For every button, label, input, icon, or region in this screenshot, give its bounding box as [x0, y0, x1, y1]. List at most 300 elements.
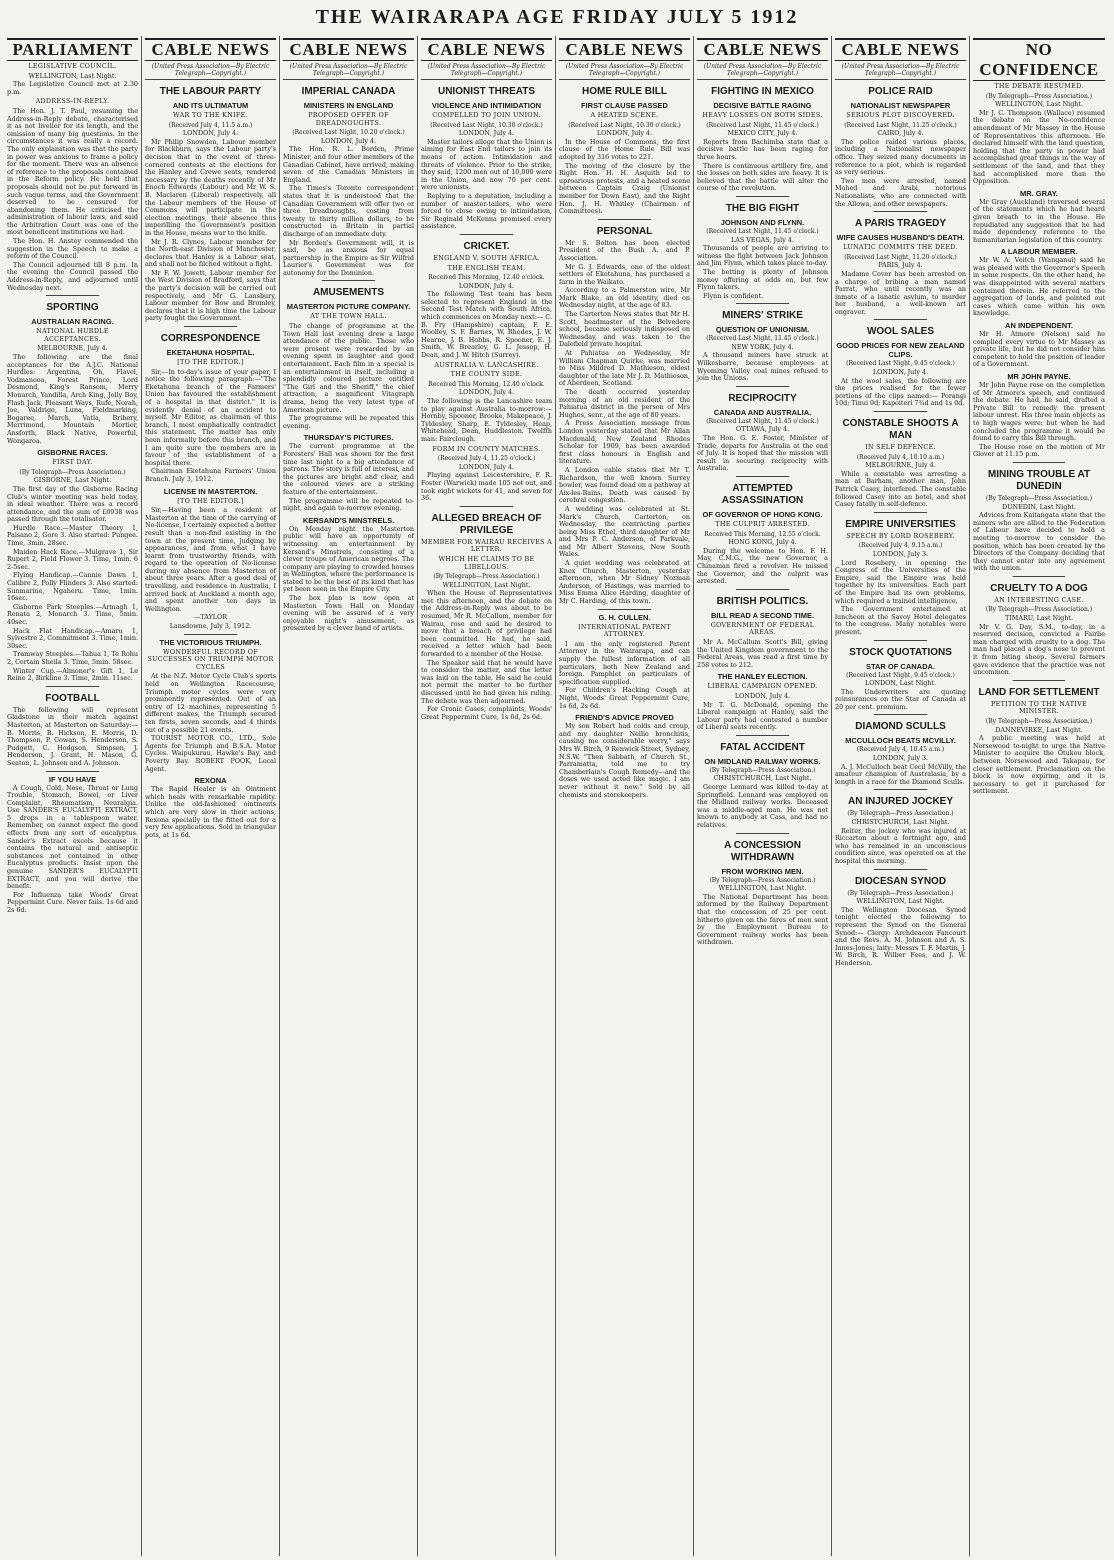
paragraph: The Government entertained at luncheon at the Savoy Hotel delegates to the congress. Many notables were present.	[835, 605, 966, 636]
dateline: GISBORNE, Last Night.	[33, 476, 112, 485]
paragraph: At the N.Z. Motor Cycle Club's sports held on Wellington Racecourse, Triumph motor cycles were very prominently represented. Out of an entry of 12 machines, representing 5 different makes, the Triumph secured ten firsts, seven seconds, and 4 thirds out of a possible 21 events.	[145, 672, 276, 734]
received-time: (By Telegraph—Press Association.)	[985, 718, 1093, 725]
article-deck: FIRST DAY.	[52, 458, 93, 467]
article-subhead: FRIEND'S ADVICE PROVED	[575, 713, 674, 723]
received-time: (Received Last Night, 11.45 o'clock.)	[706, 121, 819, 129]
paragraph: For Cronic Cases, complaints, Woods' Great Peppermint Cure, 1s 6d, 2s 6d.	[421, 705, 552, 721]
article-headline: POLICE RAID	[868, 86, 933, 97]
paragraph: The Speaker said that he would have to consider the matter, and the letter was laid on the table. He said he could not permit the matter to be further discussed until he had given his ruling. The debate was then adjourned.	[421, 658, 552, 705]
article-deck: PETITION TO THE NATIVE MINISTER.	[991, 699, 1087, 716]
column-headline: CABLE NEWS	[559, 38, 690, 61]
article-deck: WAR TO THE KNIFE.	[173, 111, 248, 119]
article-subhead: VIOLENCE AND INTIMIDATION	[431, 101, 542, 110]
divider	[874, 640, 926, 641]
divider	[736, 303, 788, 304]
paragraph: Winter Cup.—Almoner's Gift 1, Le Reine 2, Birkline 3. Time, 2min. 11sec.	[7, 666, 138, 683]
article-subhead: WIFE CAUSES HUSBAND'S DEATH.	[836, 233, 965, 243]
received-time: (Received July 4, 11.5 a.m.)	[168, 121, 253, 129]
paragraph: A London cable states that Mr T. Richardson, the well known Surrey bowler, was found dead on a pathway at Aix-les-Bains. Death was caused by cerebral congestion.	[559, 465, 690, 505]
divider	[874, 869, 926, 870]
article-subhead: ON MIDLAND RAILWAY WORKS.	[704, 756, 821, 766]
divider	[874, 211, 926, 212]
received-time: (By Telegraph—Press Association.)	[709, 766, 816, 774]
article-headline: FOOTBALL	[45, 692, 100, 704]
divider	[460, 234, 512, 235]
received-time: (Received Last Night, 10.30 o'clock.)	[430, 121, 543, 129]
article-deck: A HEATED SCENE.	[590, 111, 659, 119]
dateline: HONG KONG, July 4.	[728, 538, 797, 547]
received-time: (Received Last Night, 9.45 o'clock.)	[846, 671, 955, 679]
article-headline: WOOL SALES	[866, 326, 935, 338]
article-headline: AN INJURED JOCKEY	[847, 796, 954, 808]
dateline: DANNEVIRKE, Last Night.	[995, 725, 1083, 734]
article-subhead: OF GOVERNOR OF HONG KONG.	[702, 510, 823, 519]
paragraph: Reiter, the jockey who was injured at Riccarton about a fortnight ago, and who has remained in an unconscious condition since, was operated on at the hospital this morning.	[835, 826, 966, 865]
article-deck: LIBERAL CAMPAIGN OPENED.	[707, 682, 818, 691]
column-8	[970, 36, 1108, 1556]
received-time: (By Telegraph—Press Association.)	[985, 494, 1093, 502]
received-time: (Received Last Night, 11.45 o'clock.)	[706, 227, 819, 235]
article-deck: WHICH HE CLAIMS TO BE LIBELLOUS.	[438, 554, 535, 571]
paragraph: A Press Association message from London yesterday stated that Mr Allan Macdonald, New Zealand Rhodes Scholar for 1909, has been awarded first class honours in English and literature.	[559, 419, 690, 466]
article-subhead: MR JOHN PAYNE.	[1007, 372, 1071, 381]
divider	[46, 686, 98, 687]
newspaper-columns	[4, 36, 1110, 1556]
article-subhead: EKETAHUNA HOSPITAL.	[166, 348, 255, 358]
paragraph: The Times's Toronto correspondent states that it is understood that the Canadian Government will offer two or three Dreadnoughts, costing from twenty to thirty million dollars, to be constructed in Britain in partial discharge of an immediate duty.	[283, 184, 414, 238]
paragraph: Sir,—Having been a resident of Masterton at the time of the carrying of No-license, I certainly expected a better result than a non-find existing in the town at the present time, judging by appearances, and from what I have learnt from trustworthy friends, with regard to the operation of No-license during my absence from Masterton of about three years. After a good deal of travelling, and residence in Australia, I arrived back at Auckland a month ago, and spent another ten days in Wellington.	[145, 506, 276, 613]
paragraph: The betting is plenty of Johnson money offering at odds on, but few Flynn takers.	[697, 267, 828, 292]
received-time: (Received Last Night, 10.30 o'clock.)	[568, 121, 681, 129]
article-deck: ENGLAND V. SOUTH AFRICA.	[433, 253, 540, 262]
paragraph: Gisborne Park Steeples.—Armagh 1, Renata 2, Monarch 3. Time, 5min. 40sec.	[7, 602, 138, 626]
paragraph: The Legislative Council met at 2.30 p.m.	[7, 80, 138, 96]
paragraph: The Carterton News states that Mr H. Scott, headmaster of the Belvedere school, became seriously indisposed on Wednesday, and was taken to the Dalefield private hospital.	[559, 310, 690, 349]
paragraph: A public meeting was held at Norsewood to-night to urge the Native Minister to acquire the Otukou block, between Norsewood and Takapau, for closer settlement. Proclamation on the block is now expiring, and it is necessary to get it purchased for settlement.	[973, 734, 1105, 796]
article-subhead: AND ITS ULTIMATUM	[172, 101, 249, 110]
paragraph: Replying to a deputation, including a number of master-tailors, who were forced to close owing to intimidation, Sir Reginald McKenna promised every assistance.	[421, 191, 552, 231]
dateline: CHRISTCHURCH, Last Night.	[713, 774, 812, 783]
article-subhead: MR. GRAY.	[1019, 188, 1059, 198]
article-deck: ADDRESS-IN-REPLY.	[35, 97, 110, 106]
article-subhead: NATIONALIST NEWSPAPER	[850, 101, 951, 110]
divider	[736, 833, 788, 834]
received-time: (Received Last Night, 11.25 o'clock.)	[844, 121, 957, 129]
article-subhead: MCCULLOCH BEATS MCVILLY.	[845, 736, 956, 746]
article-subhead: KERSAND'S MINSTRELS.	[302, 515, 395, 525]
paragraph: During the welcome to Hon. F. H. May, C.M.G., the new Governor, a Chinaman fired a revolver. He missed the Governor, and the culprit was arrested.	[697, 546, 828, 586]
article-deck: HEAVY LOSSES ON BOTH SIDES.	[702, 111, 823, 119]
paragraph: The Hon. J. T. Paul, resuming the Address-in-Reply debate, characterised it as not livelier for its length, and the omission of many big questions. In the circumstances it was really a record. The only explanation was that the party in power was anxious to frame a policy for the moment. There was an absence of reference to the proposals contained in the Reform policy. He held that proposals should not be put forward in such vague terms, and the Government deserved to be censured for abandoning them. He criticised the administration of labour laws, and said the Arbitration Court was one of the most beneficent institutions we had.	[7, 106, 138, 237]
article-headline: RECIPROCITY	[728, 392, 797, 404]
article-headline: FATAL ACCIDENT	[720, 741, 805, 753]
article-deck: LUNATIC COMMITS THE DEED.	[843, 243, 958, 252]
received-time: (By Telegraph—Press Association.)	[985, 606, 1093, 614]
paragraph: My son Robert had colds and croup, and my daughter Nellie bronchitis, causing me considerable worry," says Mrs W. Birch, 9 Renwick Street, Sydney, N.S.W. "Then Sabbath, of Church St., Parramatta, told me to try Chamberlain's Cough Remedy—and the doses we used acted like magic. I am never without it now." Sold by all chemists and storekeepers.	[559, 722, 690, 799]
article-subhead: QUESTION OF UNIONISM.	[715, 325, 810, 335]
wire-credit: (United Press Association—By Electric Telegraph—Copyright.)	[697, 63, 828, 80]
divider	[874, 319, 926, 320]
divider	[874, 714, 926, 715]
article-headline: ATTEMPTED ASSASSINATION	[721, 483, 804, 506]
article-headline: ALLEGED BREACH OF PRIVILEGE	[431, 512, 542, 536]
article-subhead: AN INDEPENDENT.	[1005, 321, 1073, 331]
dateline: WELLINGTON, Last Night.	[28, 71, 117, 80]
article-deck: THE COUNTY SIDE.	[450, 370, 523, 379]
article-headline: HOME RULE BILL	[582, 86, 667, 97]
article-headline: CRUELTY TO A DOG	[990, 582, 1088, 594]
article-headline: LAND FOR SETTLEMENT	[978, 686, 1100, 698]
paragraph: Mr J. R. Clynes, Labour member for the North-east Division of Manchester, declares that Hanley is a Labour seat, and shall not be filched without a fight.	[145, 237, 276, 269]
paragraph: I am the only registered Patent Attorney in the Wairarapa, and can supply the fullest information of all particulars, both New Zealand and foreign. Pamphlet on particulars of specification supplied.	[559, 639, 690, 686]
paragraph: The first day of the Gisborne Racing Club's winter meeting was held today, in ideal weather. There was a record attendance, and the sum of £6938 was passed through the totalisator.	[7, 484, 138, 524]
article-headline: CRICKET.	[463, 240, 510, 252]
paragraph: The box plan is now open at Masterton Town Hall on Monday evening will be assured of a very enjoyable night's amusement, as presented by a clever band of artists.	[283, 594, 414, 633]
article-subhead: CANADA AND AUSTRALIA.	[713, 407, 812, 417]
article-headline: FIGHTING IN MEXICO	[711, 86, 814, 97]
article-deck: [TO THE EDITOR.]	[177, 496, 244, 505]
paragraph: The following is the Lancashire team to play against Australia to-morrow:— Hornby, Spooner, Brooke, Makepeace, J. Tyldesley, Sharp, E. Tyldesley, Heap, Whitehead, Dean, Huddleston. Twelfth man: Fairclough.	[421, 397, 552, 443]
article-deck: WONDERFUL RECORD OF SUCCESSES ON TRIUMPH MOTOR CYCLES	[147, 647, 274, 671]
article-deck: MEMBER FOR WAIRAU RECEIVES A LETTER.	[421, 537, 552, 554]
column-headline: CABLE NEWS	[145, 38, 276, 61]
article-subhead: REXONA	[194, 776, 227, 786]
paragraph: Hack Flat Handicap.—Amaru 1, Sylvestre 2, Commitment 3. Time, 1min. 30sec.	[7, 626, 138, 650]
dateline: WELLINGTON, Last Night.	[994, 100, 1084, 109]
paragraph: The programme will be repeated to-night, and again to-morrow evening.	[283, 496, 414, 513]
paragraph: Advices from Kaitangata state that the miners who are allied to the Federation of Labour have decided to hold a meeting to-morrow to consider the position, which has been created by the Directors of the Company deciding that they cannot enter into any agreement with the union.	[973, 511, 1105, 573]
article-headline: A PARIS TRAGEDY	[854, 218, 947, 230]
dateline: LONDON, July 4.	[320, 136, 377, 145]
paragraph: Maiden Hack Race.—Mulgrave 1, Sir Rupert 2, Field Flower 3. Time, 1min. 6 2-5sec.	[7, 547, 138, 571]
column-2	[142, 36, 280, 1556]
divider	[874, 411, 926, 412]
article-subhead: DECISIVE BATTLE RAGING	[713, 101, 812, 110]
article-headline: PERSONAL	[596, 225, 653, 237]
paragraph: Mr J. C. Thompson (Wallace) resumed the debate on the No-confidence amendment of Mr Massey in the House of Representatives this afternoon. He declared himself with the land question, holding that the party in power had accomplished great things in the way of settlement of the land, and that they had accomplished more than the Opposition.	[973, 108, 1105, 186]
article-subhead: FROM WORKING MEN.	[721, 866, 804, 876]
paragraph: The following Test team has been selected to represent England in the Second Test Match with South Africa, which commences on Monday next:— C. B. Fry (Hampshire) captain, F. E. Woolley, S. F. Barnes, W. Rhodes, J. W. Hearne, J. B. Hobbs, R. Spooner, E. J. Smith, W. Brearley, G. L. Jessop, H. Dean, and J. W. Hitch (Surrey).	[421, 290, 552, 360]
article-subhead: THE HANLEY ELECTION.	[717, 672, 808, 682]
article-headline: DIOCESAN SYNOD	[854, 875, 947, 887]
paragraph: George Lennard was killed to-day at Springfield. Lennard was employed on the Midland railway works. Deceased was a middle-aged man. He was not known to anybody at Cass, and had no relatives.	[697, 783, 828, 830]
article-subhead: GISBORNE RACES.	[37, 448, 108, 458]
article-subhead: JOHNSON AND FLYNN.	[720, 217, 805, 227]
article-subhead: THE VICTORIOUS TRIUMPH.	[159, 637, 262, 647]
divider	[736, 196, 788, 197]
wire-credit: (United Press Association—By Electric Telegraph—Copyright.)	[283, 63, 414, 80]
divider	[1013, 680, 1066, 681]
dateline: Lansdowne, July 3, 1912.	[169, 622, 252, 631]
received-time: (Received Last Night, 10.20 o'clock.)	[292, 129, 405, 137]
received-time: (Received July 4, 10.10 a.m.)	[856, 453, 945, 461]
paragraph: The following will represent Gladstone in their match against Masterton, at Masterton on Saturday:— B. Morris, B. Hickson, E. Morris, D. Thompson, P. Cowan, S. Henderson, S. Pudgett, C. Hodgson, Simpson, J. Henderson, J. Grant, H. Mason, G. Seaton, L. Johnson and A. Johnson.	[7, 705, 138, 767]
paragraph: Mr Gray (Auckland) traversed several of the statements which he had heard given breath to in the House. He repudiated any suggestion that he had made dependency reference to the humanitarian legislation of this country.	[973, 197, 1105, 244]
divider	[598, 219, 650, 220]
article-subhead: IF YOU HAVE	[48, 774, 97, 784]
wire-credit: (United Press Association—By Electric Telegraph—Copyright.)	[421, 63, 552, 80]
paragraph: Mr Borden's Government will, it is said, be as anxious for equal partnership in the Empire as Sir Wilfrid Laurier's Government was for autonomy for the Dominion.	[283, 238, 414, 277]
paragraph: There is continuous artillery fire, and the losses on both sides are heavy. It is believed that the battle will alter the course of the revolution.	[697, 161, 828, 193]
article-headline: MINING TROUBLE AT DUNEDIN	[987, 468, 1091, 492]
divider	[460, 506, 512, 507]
paragraph: The Hon. R. L. Borden, Prime Minister, and four other members of the Canadian Cabinet, have arrived, making seven of the Canadian Ministers in England.	[283, 145, 414, 184]
article-headline: STOCK QUOTATIONS	[849, 646, 952, 658]
paragraph: Madame Cover has been arrested on a charge of bribing a man named Parrat, who until recently was an inmate of a lunatic asylum, to murder her husband, a well-known art engraver.	[835, 269, 966, 316]
article-subhead: MINISTERS IN ENGLAND	[303, 101, 394, 110]
received-time: (By Telegraph—Press Association.)	[847, 889, 954, 897]
article-subhead: GOOD PRICES FOR NEW ZEALAND CLIPS.	[836, 341, 965, 360]
column-3	[280, 36, 418, 1556]
article-headline: CONSTABLE SHOOTS A MAN	[842, 418, 959, 442]
paragraph: Lord Rosebery, in opening the Congress of the Universities of the Empire, said the Empire was held together by its universities. Each part of the Empire had its own problems, which required a trained intelligence.	[835, 558, 966, 605]
article-subhead: AUSTRALIAN RACING.	[31, 317, 114, 327]
paragraph: A thousand miners have struck at Wilkesbarre, because employees at Wyoming Valley coal mines refused to join the Unions.	[697, 351, 828, 383]
dateline: MEXICO CITY, July 4.	[727, 129, 798, 138]
dateline: LONDON, July 4.	[182, 129, 239, 138]
received-time: (Received July 4, 9.15 a.m.)	[858, 542, 943, 550]
article-headline: THE BIG FIGHT	[725, 202, 800, 214]
dateline: LONDON, July 3.	[872, 754, 929, 763]
received-time: (Received Last Night, 11.20 o'clock.)	[844, 253, 957, 261]
paragraph: The following are the final acceptances for the A.J.C. National Hurdles: Argentina, Oh, Flavel, Vodmanooa, Forest Prince, Lord Desmond, King's Ransom, Merry Monarch, Yandilla, Arch King, Jolly Boy, Flash Jack, Pleasant Ways, Rufe, Norah, Joe, Valdrige, Luna, Fieldmarking, Bogaree, March, Vatla, Bribery, Merrimond, Mountain Mortier, Ansforth, Black Native, Powerful, Wongaroa.	[7, 353, 138, 445]
divider	[736, 476, 788, 477]
paragraph: The Hon. H. Anstey commended the suggestion in the Speech to make a reform of the Council.	[7, 237, 138, 261]
paragraph: Mr S. Bolton has been elected President of the Bush A. and P. Association.	[559, 238, 690, 262]
article-subhead: A LABOUR MEMBER.	[1000, 247, 1078, 257]
divider	[598, 609, 650, 610]
paragraph: Sir,—In to-day's issue of your paper, I notice the following paragraph:—"The Eketahuna branch of the Farmers' Union has favoured the establishment of a hospital in that district." It is evidently denial of an accident to myself. Mr Editor, as chairman of this branch, I most emphatically contradict this statement. The matter has only been informally before this branch, and I am quite sure the members are in favour of the establishment of a hospital there.	[145, 367, 276, 467]
received-time: (Received July 4, 11.25 o'clock.)	[437, 455, 536, 463]
paragraph: A wedding was celebrated at St. Mark's Church, Carterton, on Wednesday, the contracting parties being Miss Ethel, third daughter of Mr and Mrs P. C. Anderson, of Parkvale, and Mr Albert Stevens, New South Wales.	[559, 504, 690, 559]
paragraph: For Children's Hacking Cough at Night, Woods' Great Peppermint Cure, 1s 6d, 2s 6d.	[559, 686, 690, 710]
paragraph: Mr W. A. Veitch (Wanganui) said he was pleased with the Governor's Speech in some respects. On the other hand, he was disappointed with several matters contained therein. He referred to the aggregation of lands, and pointed out cases which came within his own knowledge.	[973, 256, 1105, 318]
paragraph: On Monday night the Masterton public will have an opportunity of witnessing an entertainment by Kersand's Minstrels, consisting of a clever troupe of American negroes. The company are playing to crowded houses in Wellington, where the performance is stated to be the best of its kind that has yet been seen in the Empire City.	[283, 524, 414, 594]
paragraph: The change of programme at the Town Hall last evening drew a large attendance of the public. Those who were present were rewarded by an evening spent in laughter and good entertainment. Each film in a special is an entertainment in itself, including a splendidly coloured picture entitled "The Girl and the Sheriff," the chief attraction, a magnificent Vitagraph drama, being the very latest type of American picture.	[283, 322, 414, 414]
paragraph: The National Department has been informed by the Railway Department that the concession of 25 per cent. hitherto given on the fares of men sent by the Employment Bureau to Government railway works has been withdrawn.	[697, 892, 828, 947]
article-subhead: LICENSE IN MASTERTON.	[163, 486, 258, 496]
article-deck: [TO THE EDITOR.]	[177, 358, 244, 367]
paragraph: Mr John Payne rose on the completion of Mr Atmore's speech, and continued the debate. He had, he said, drafted a Private Bill to remedy the present labour unrest. His three main objects as to high wages were: but when he had concluded the programme it would be found to carry this Bill through.	[973, 381, 1105, 443]
divider	[736, 589, 788, 590]
divider	[322, 280, 374, 281]
paragraph: A Cough, Cold, Nose, Throat or Lung Trouble, Stomach, Bowel, or Liver Complaint, Rheumatism, Neuralgia. Use SANDER'S EUCALYPTI EXTRACT, 5 drops in a tablespoon water. Remember, on cannot expect the good effects from any sort of eucalyptus. Sander's Extract excels because it contains the natural and antiseptic substances not contained in other Eucalyptus products. Insist upon the genuine SANDER'S EUCALYPTI EXTRACT, and you will derive the benefit.	[7, 783, 138, 891]
article-deck: AT THE TOWN HALL.	[310, 312, 387, 321]
dateline: WELLINGTON, Last Night.	[856, 897, 945, 906]
dateline: LONDON, July 4.	[458, 281, 515, 290]
article-subhead: BILL READ A SECOND TIME.	[710, 610, 815, 620]
dateline: WELLINGTON, Last Night.	[718, 884, 807, 893]
paragraph: According to a Palmerston wire, Mr Mark Blake, an old identity, died on Wednesday night, at the age of 83.	[559, 286, 690, 310]
paragraph: Reports from Bachimba state that a decisive battle has been raging for three hours.	[697, 137, 828, 161]
paragraph: Master tailors allege that the Union is aiming for East End tailors to join its means of action. Intimidation and threats of violence. Prior to the strike, they said, 1200 men out of 10,000 were in the Union, and now 70 per cent. were unionists.	[421, 137, 552, 192]
paragraph: Mr G. J. Edwards, one of the oldest settlers of Eketahuna, has purchased a farm in the Waikato.	[559, 262, 690, 286]
article-headline: SPORTING	[46, 302, 99, 314]
dateline: DUNEDIN, Last Night.	[1001, 502, 1077, 511]
paragraph: A. J. McCulloch beat Cecil McVilly, the amateur champion of Australasia, by a length in a race for the Diamond Sculls.	[835, 762, 966, 786]
dateline: LAS VEGAS, July 4.	[731, 235, 794, 244]
column-4	[418, 36, 556, 1556]
dateline: WELLINGTON, Last Night.	[442, 580, 531, 589]
received-time: Received This Morning, 12.55 o'clock.	[704, 530, 821, 538]
dateline: NEW YORK, July 4.	[731, 342, 794, 351]
article-headline: THE LABOUR PARTY	[159, 86, 262, 97]
column-headline: CABLE NEWS	[421, 38, 552, 61]
article-deck: COMPELLED TO JOIN UNION.	[432, 111, 541, 119]
paragraph: The Wellington Diocesan Synod tonight elected the following to represent the Synod on the General Synod:— Clergy: Archdeacon Fancourt and the Revs. A. M. Johnson and A. S. Innes-Jones; laity: Messrs T. F. Martin, J. W. Birch, R. Wilber Fees, and J. W. Henderson.	[835, 905, 966, 967]
dateline: OTTAWA, July 4.	[735, 425, 790, 434]
divider	[736, 386, 788, 387]
paragraph: The Rapid Healer is an Ointment which heals with remarkable rapidity. Unlike the old-fashioned ointments which are very slow in their actions, Rexona specially in the fitted out for a very few applications. Sold in triangular pots, at 1s 6d.	[145, 785, 276, 839]
paragraph: Tramway Steeples.—Tahua 1, Te Rohu 2, Certain Sheila 3. Time, 5min. 58sec.	[7, 650, 138, 666]
article-deck: THE DEBATE RESUMED.	[994, 82, 1084, 90]
article-headline: AMUSEMENTS	[312, 287, 385, 299]
paragraph: The current programme at the Foresters' Hall was shown for the first time last night to a big attendance of patrons. The story is full of interest, and the pictures are bright and clear, and the coloured views are a striking feature of the entertainment.	[283, 442, 414, 496]
column-headline: CABLE NEWS	[835, 38, 966, 61]
received-time: (By Telegraph—Press Association.)	[709, 876, 816, 884]
paragraph: TOURIST MOTOR CO., LTD., Sole Agents for Triumph and B.S.A. Motor Cycles. Waipukurau, Hawke's Bay, and Poverty Bay. ROBERT POOK, Local Agent.	[145, 734, 276, 773]
received-time: Received This Morning, 12.40 o'clock.	[428, 380, 545, 388]
paragraph: Mr F. W. Jowett, Labour member for the West Division of Bradford, says that the party's decision will be carried out respectively, and Mr G. Lansbury, Labour member for Bow and Bromley, declares that it is high time the Labour party fought the Government.	[145, 268, 276, 323]
dateline: TIMARU, Last Night.	[1005, 614, 1073, 623]
column-headline: CABLE NEWS	[697, 38, 828, 61]
dateline: LONDON, July 4.	[872, 368, 929, 377]
paragraph: The House rose on the motion of Mr Glover at 11.15 p.m.	[973, 442, 1105, 459]
paragraph: Mr A. McCallum Scott's Bill, giving the United Kingdom government to the Federal Areas, was read a first time by 258 votes to 212.	[697, 637, 828, 669]
article-headline: IMPERIAL CANADA	[301, 86, 396, 97]
paragraph: Mr V. G. Day, S.M., to-day, in a reserved decision, convicted a Fairlie man charged with cruelty to a dog. The man had placed a dog's nose to prevent it from biting sheep. Several farmers gave evidence that the practice was not uncommon.	[973, 622, 1105, 677]
received-time: (Received Last Night, 11.45 o'clock.)	[706, 335, 819, 343]
paragraph: Thousands of people are arriving to witness the fight between Jack Johnson and Jim Flynn, which takes place to-day.	[697, 244, 828, 268]
article-deck: AN INTERESTING CASE.	[994, 595, 1084, 604]
received-time: (By Telegraph—Press Association.)	[985, 92, 1093, 100]
dateline: MELBOURNE, July 4.	[865, 461, 936, 470]
paragraph: The moving of the closure by the Right Hon. H. H. Asquith led to uproarious protests, and a heated scene between Captain Craig (Unionist member for Down East), and the Right Hon. J. H. Whitley (Chairman of Committees).	[559, 161, 690, 216]
divider	[184, 634, 236, 635]
article-headline: MINERS' STRIKE	[722, 310, 803, 322]
paragraph: A quiet wedding was celebrated at Knox Church, Masterton, yesterday afternoon, when Mr Sidney Norman Anderson, of Hastings, was married to Miss Emma Alice Harding, daughter of Mr C. Harding, of this town.	[559, 559, 690, 606]
masthead-title: THE WAIRARAPA AGE FRIDAY JULY 5 1912	[315, 6, 799, 28]
article-headline: DIAMOND SCULLS	[855, 721, 946, 733]
article-subhead: STAR OF CANADA.	[865, 661, 936, 671]
dateline: LONDON, July 4.	[458, 462, 515, 471]
paragraph: Mr H. Atmore (Nelson) said he complied every virtue to Mr Massey as private life, but he did not consider him competent to hold the position of leader of a Government.	[973, 330, 1105, 369]
article-headline: EMPIRE UNIVERSITIES	[845, 518, 956, 530]
paragraph: The programme will be repeated this evening.	[283, 414, 414, 430]
dateline: LONDON, Last Night.	[864, 679, 937, 688]
received-time: (By Telegraph—Press Association.)	[19, 468, 126, 476]
article-deck: THE ENGLISH TEAM.	[447, 263, 526, 272]
wire-credit: (United Press Association—By Electric Telegraph—Copyright.)	[145, 63, 276, 80]
dateline: LONDON, July 3.	[872, 549, 929, 558]
wire-credit: (United Press Association—By Electric Telegraph—Copyright.)	[835, 63, 966, 80]
divider	[46, 295, 98, 296]
signature: —TAYLOR	[193, 613, 228, 622]
article-deck: NATIONAL HURDLE ACCEPTANCES.	[36, 327, 109, 343]
article-deck: GOVERNMENT OF FEDERAL AREAS.	[710, 620, 815, 637]
column-headline: CABLE NEWS	[283, 38, 414, 61]
article-subhead: MASTERTON PICTURE COMPANY.	[286, 302, 411, 312]
wire-credit: (United Press Association—By Electric Telegraph—Copyright.)	[559, 63, 690, 80]
paragraph: Mr Philip Snowden, Labour member for Blackburn, says the Labour party's decision that in the event of three-cornered contests at the elections for the Hanley and Crewe seats, rendered necessary by the deaths recently of Mr Enoch Edwards (Labour) and Mr W. S. B. Maclaren (Liberal) respectively, all the Labour members of the House of Commons will participate in the election meetings, their absence thus imperilling the Government's position in the House, means war to the knife.	[145, 137, 276, 237]
column-5	[556, 36, 694, 1556]
dateline: CAIRO, July 4.	[877, 129, 924, 138]
paragraph: Flying Handicap.—Cannie Dawn 1, Calibre 2, Polly Flinders 3. Also started: Sunmarine, Ngaheru. Time, 1min. 16sec.	[7, 571, 138, 603]
paragraph: Mr T. G. McDonald, opening the Liberal campaign at Hanley, said the Labour party had contested a number of Liberal seats recently.	[697, 700, 828, 732]
column-headline: NO CONFIDENCE	[973, 38, 1105, 81]
column-headline: PARLIAMENT	[7, 38, 138, 61]
paragraph: In the House of Commons, the first clause of the Home Rule Bill was adopted by 316 votes to 221.	[559, 137, 690, 161]
paragraph: When the House of Representatives met this afternoon, and the debate on the Address-in-Reply was about to be resumed, Mr R. McCallum, member for Wairau, rose and said he desired to move that a breach of privilege had been committed. He had, he said, received a letter which had been forwarded to a member of the House.	[421, 589, 552, 659]
paragraph: The death occurred yesterday morning of an old resident of the Pahiatua district in the person of Mrs Hughes, senr., at the age of 80 years.	[559, 388, 690, 419]
received-time: (By Telegraph—Press Association.)	[847, 810, 954, 818]
article-headline: CORRESPONDENCE	[160, 333, 261, 345]
article-deck: LEGISLATIVE COUNCIL.	[28, 62, 117, 70]
article-subhead: G. H. CULLEN.	[598, 612, 651, 622]
received-time: Received This Morning, 12.40 o'clock.	[428, 274, 545, 282]
divider	[46, 771, 98, 772]
received-time: (Received Last Night, 11.45 o'clock.)	[706, 417, 819, 425]
article-subhead: FIRST CLAUSE PASSED	[581, 101, 668, 110]
divider	[874, 789, 926, 790]
column-7	[832, 36, 970, 1556]
article-deck: INTERNATIONAL PATENT ATTORNEY.	[578, 622, 671, 639]
dateline: LONDON, July 4.	[458, 129, 515, 138]
article-deck: PROPOSED OFFER OF DREADNOUGHTS.	[308, 111, 389, 127]
paragraph: Hurdle Race.—Master Theory 1, Paisano 2, Gore 3. Also started: Pungee. Time, 3min. 28sec.	[7, 523, 138, 548]
paragraph: Two men were arrested, named Mohed and Arabi, notorious Nationalists, who are connected with the Allowa, and other newspapers.	[835, 176, 966, 208]
paragraph: The Hon. G. E. Foster, Minister of Trade, departs for Australia at the end of July. It is hoped that the mission will result in securing reciprocity with Australia.	[697, 434, 828, 473]
paragraph: Flynn is confident.	[703, 291, 764, 300]
column-1	[4, 36, 142, 1556]
dateline: CHRISTCHURCH, Last Night.	[851, 818, 950, 827]
dateline: LONDON, July 4.	[458, 388, 515, 397]
article-deck: SERIOUS PLOT DISCOVERED.	[846, 111, 955, 119]
divider	[184, 326, 236, 327]
dateline: LONDON, July 4.	[596, 129, 653, 138]
received-time: (Received Last Night, 9.45 o'clock.)	[846, 360, 955, 368]
paragraph: At the wool sales, the following are the prices realised for the fewer portions of the clips named:— Porangi 10d; Tinui 9d; Kapoiteri 7¾d and 1s 0d.	[835, 376, 966, 408]
divider	[1013, 576, 1066, 577]
paragraph: While a constable was arresting a man at Barham, another man, John Patrick Casey, interfered. The constable followed Casey into an hotel, and shot Casey fatally in self-defence.	[835, 469, 966, 509]
paragraph: For Influenza take Woods' Great Peppermint Cure. Never fails. 1s 6d and 2s 6d.	[7, 890, 138, 914]
paragraph: Playing against Leicestershire, F. R. Foster (Warwick) made 105 not out, and took eight wickets for 41, and seven for 36.	[421, 471, 552, 503]
column-6	[694, 36, 832, 1556]
paragraph: The Council adjourned till 8 p.m. In the evening the Council passed the Address-in-Reply, and adjourned until Wednesday next.	[7, 260, 138, 292]
paragraph: The Underwriters are quoting reinsurances on the Star of Canada at 20 per cent. premium.	[835, 687, 966, 711]
article-deck: AUSTRALIA V. LANCASHIRE.	[434, 360, 539, 369]
article-subhead: THURSDAY'S PICTURES.	[303, 433, 394, 443]
received-time: (Received July 4, 10.45 a.m.)	[856, 746, 945, 754]
article-deck: THE CULPRIT ARRESTED.	[715, 520, 810, 528]
paragraph: Chairman Eketahuna Farmers' Union Branch. July 3, 1912.	[145, 467, 276, 483]
masthead	[0, 0, 1114, 34]
divider	[874, 512, 926, 513]
dateline: LONDON, July 4.	[734, 691, 791, 700]
divider	[736, 735, 788, 736]
dateline: MELBOURNE, July 4.	[37, 344, 108, 353]
article-deck: IN SELF DEFENCE.	[865, 443, 936, 452]
paragraph: The police raided various places, including a Nationalist newspaper office. They seized many documents in reference to a plot, which is regarded as very serious.	[835, 137, 966, 177]
article-headline: BRITISH POLITICS.	[716, 595, 809, 607]
article-headline: A CONCESSION WITHDRAWN	[724, 839, 801, 863]
paragraph: At Pahiatua on Wednesday, Mr William Chapman Quirke, was married to Miss Mildred D. Mathieson, eldest daughter of the late Mr J. D. Mathieson, of Aberdeen, Scotland.	[559, 349, 690, 388]
dateline: PARIS, July 4.	[878, 261, 923, 270]
article-headline: UNIONIST THREATS	[437, 86, 536, 97]
article-deck: SPEECH BY LORD ROSEBERY.	[846, 531, 955, 540]
divider	[1013, 462, 1066, 463]
received-time: (By Telegraph—Press Association.)	[433, 573, 540, 581]
